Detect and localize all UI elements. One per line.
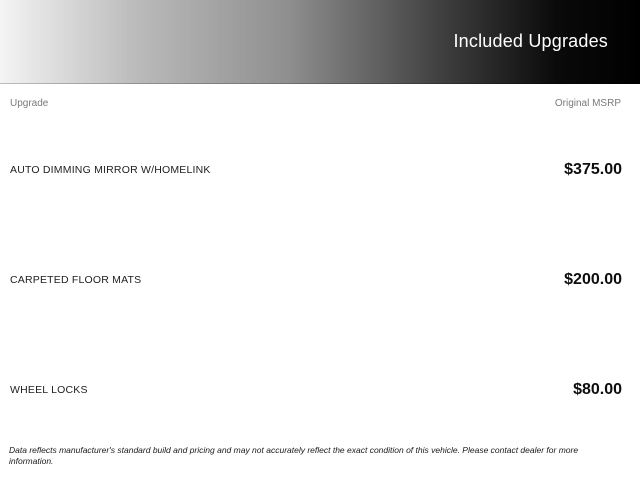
column-header-original-msrp: Original MSRP	[554, 98, 621, 109]
upgrade-name: WHEEL LOCKS	[10, 384, 88, 396]
disclaimer-text	[0, 445, 640, 467]
gradient-header-banner	[0, 0, 640, 84]
table-column-header-row	[0, 84, 640, 110]
upgrade-msrp: $375.00	[564, 161, 622, 178]
table-row	[0, 115, 640, 225]
disclaimer-label: Data reflects manufacturer's standard build and pricing and may not accurately reflect the exact condition of this vehicle. Please contact dealer for more information.	[9, 445, 579, 466]
upgrade-name: AUTO DIMMING MIRROR W/HOMELINK	[10, 164, 211, 176]
page-title: Included Upgrades	[453, 31, 608, 51]
upgrades-table	[0, 115, 640, 445]
upgrade-msrp: $200.00	[564, 271, 622, 288]
column-header-upgrade: Upgrade	[10, 98, 49, 109]
table-row	[0, 225, 640, 335]
upgrade-name: CARPETED FLOOR MATS	[10, 274, 142, 286]
upgrade-msrp: $80.00	[573, 381, 622, 398]
table-row	[0, 335, 640, 445]
